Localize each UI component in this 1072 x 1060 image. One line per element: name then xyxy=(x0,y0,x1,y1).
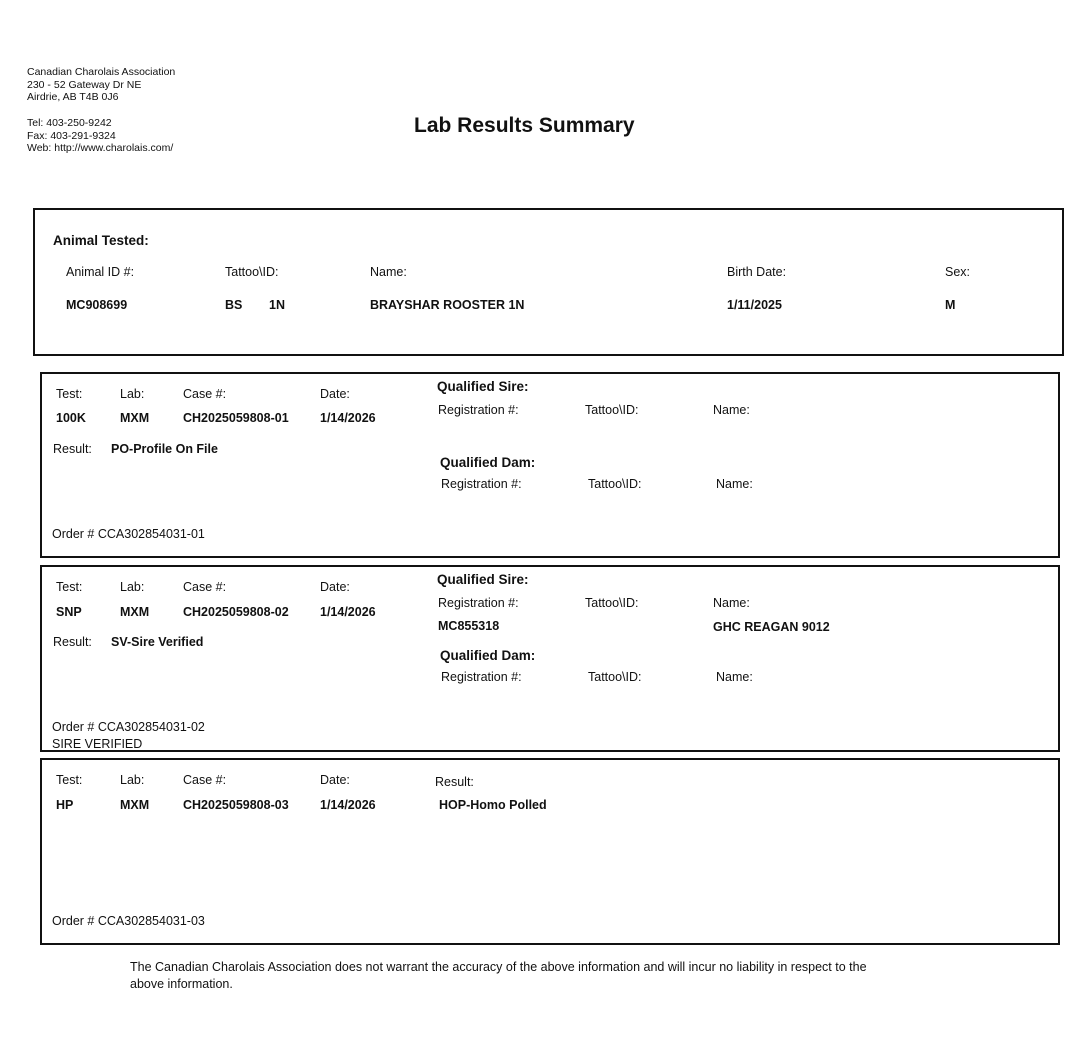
animal-tattoo-label: Tattoo\ID: xyxy=(225,265,279,279)
case-label: Case #: xyxy=(183,387,227,401)
test-label: Test: xyxy=(56,580,83,594)
qualified-sire-heading: Qualified Sire: xyxy=(437,572,529,587)
case-label: Case #: xyxy=(183,580,227,594)
date-label: Date: xyxy=(320,580,350,594)
case-value: CH2025059808-02 xyxy=(183,605,289,619)
dam-name-label: Name: xyxy=(716,477,753,491)
date-value: 1/14/2026 xyxy=(320,798,376,812)
sire-registration-value: MC855318 xyxy=(438,619,500,633)
lab-label: Lab: xyxy=(120,580,145,594)
test-label: Test: xyxy=(56,773,83,787)
sire-name-label: Name: xyxy=(713,403,750,417)
date-value: 1/14/2026 xyxy=(320,605,376,619)
sire-tattoo-label: Tattoo\ID: xyxy=(585,403,639,417)
result-label: Result: xyxy=(435,775,474,789)
case-label: Case #: xyxy=(183,773,227,787)
animal-tested-box xyxy=(33,208,1064,356)
test-value: 100K xyxy=(56,411,86,425)
lab-label: Lab: xyxy=(120,387,145,401)
qualified-dam-heading: Qualified Dam: xyxy=(440,648,536,663)
case-value: CH2025059808-01 xyxy=(183,411,289,425)
animal-id-value: MC908699 xyxy=(66,298,128,312)
lab-value: MXM xyxy=(120,411,150,425)
lab-label: Lab: xyxy=(120,773,145,787)
qualified-sire-heading: Qualified Sire: xyxy=(437,379,529,394)
animal-id-label: Animal ID #: xyxy=(66,265,135,279)
result-value: PO-Profile On File xyxy=(111,442,218,456)
disclaimer: The Canadian Charolais Association does not warrant the accuracy of the above information and will incur no liability in respect to the above information. xyxy=(130,960,867,991)
animal-name-value: BRAYSHAR ROOSTER 1N xyxy=(370,298,525,312)
animal-tattoo-number: 1N xyxy=(269,298,285,312)
order-number: Order # CCA302854031-03 xyxy=(52,914,205,928)
sire-tattoo-label: Tattoo\ID: xyxy=(585,596,639,610)
date-value: 1/14/2026 xyxy=(320,411,376,425)
date-label: Date: xyxy=(320,387,350,401)
sire-registration-label: Registration #: xyxy=(438,403,519,417)
order-number: Order # CCA302854031-02 xyxy=(52,720,205,734)
animal-birth-value: 1/11/2025 xyxy=(727,298,782,312)
sire-registration-label: Registration #: xyxy=(438,596,519,610)
result-label: Result: xyxy=(53,635,92,649)
test-label: Test: xyxy=(56,387,83,401)
org-name: Canadian Charolais Association xyxy=(27,66,176,78)
dam-tattoo-label: Tattoo\ID: xyxy=(588,477,642,491)
dam-tattoo-label: Tattoo\ID: xyxy=(588,670,642,684)
test-value: SNP xyxy=(56,605,82,619)
org-address-line1: 230 - 52 Gateway Dr NE xyxy=(27,78,142,91)
order-number: Order # CCA302854031-01 xyxy=(52,527,205,541)
org-web: Web: http://www.charolais.com/ xyxy=(27,142,174,154)
dam-registration-label: Registration #: xyxy=(441,670,522,684)
animal-sex-label: Sex: xyxy=(945,265,971,279)
org-fax: Fax: 403-291-9324 xyxy=(27,129,116,142)
result-value: SV-Sire Verified xyxy=(111,635,204,649)
dam-registration-label: Registration #: xyxy=(441,477,522,491)
sire-name-label: Name: xyxy=(713,596,750,610)
animal-name-label: Name: xyxy=(370,265,407,279)
animal-birth-label: Birth Date: xyxy=(727,265,787,279)
org-address-line2: Airdrie, AB T4B 0J6 xyxy=(27,91,119,103)
page-title: Lab Results Summary xyxy=(414,114,635,137)
verification-note: SIRE VERIFIED xyxy=(52,737,143,751)
case-value: CH2025059808-03 xyxy=(183,798,289,812)
result-label: Result: xyxy=(53,442,92,456)
date-label: Date: xyxy=(320,773,350,787)
result-value: HOP-Homo Polled xyxy=(439,798,547,812)
lab-value: MXM xyxy=(120,605,150,619)
dam-name-label: Name: xyxy=(716,670,753,684)
animal-tattoo-prefix: BS xyxy=(225,298,243,312)
sire-name-value: GHC REAGAN 9012 xyxy=(713,620,830,634)
animal-sex-value: M xyxy=(945,298,956,312)
animal-tested-heading: Animal Tested: xyxy=(53,233,149,248)
qualified-dam-heading: Qualified Dam: xyxy=(440,455,536,470)
org-tel: Tel: 403-250-9242 xyxy=(27,117,112,129)
lab-value: MXM xyxy=(120,798,150,812)
test-value: HP xyxy=(56,798,74,812)
